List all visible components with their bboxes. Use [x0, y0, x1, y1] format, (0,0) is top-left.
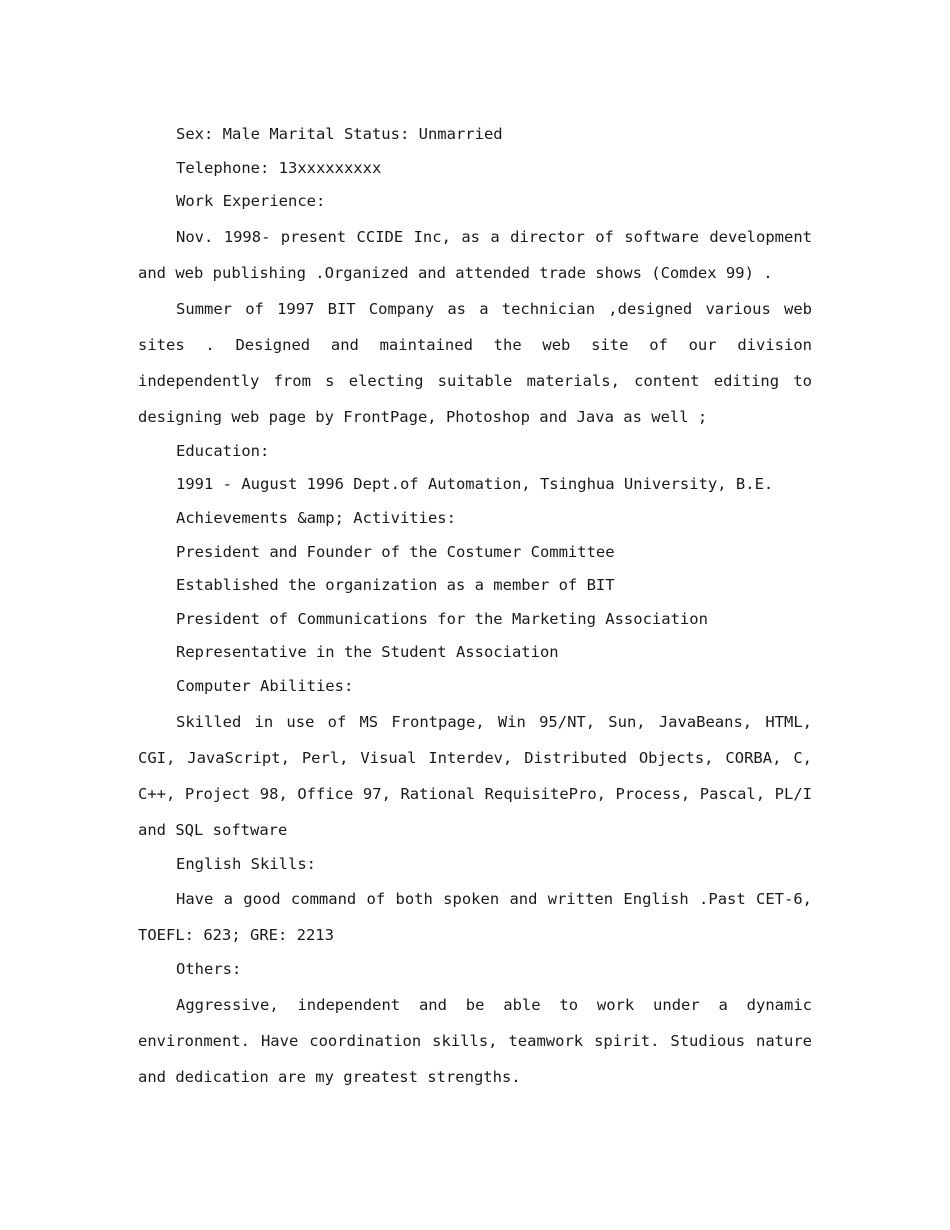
work-experience-heading: Work Experience:	[176, 192, 326, 211]
achievement-item: President of Communications for the Marketing Association	[176, 609, 708, 628]
education-heading: Education:	[176, 441, 270, 460]
resume-body	[138, 118, 812, 1095]
computer-abilities-heading: Computer Abilities:	[176, 676, 354, 695]
sex-marital-line: Sex: Male Marital Status: Unmarried	[176, 125, 503, 143]
telephone-line: Telephone: 13xxxxxxxxx	[176, 158, 382, 177]
work-entry-bit: Summer of 1997 BIT Company as a technician ,designed various web sites . Designed and maintained the web site of our division independently from s electing suitable materials, content editing to designing web page by FrontPage, Photoshop and Java as well ;	[138, 299, 812, 426]
computer-abilities-text: Skilled in use of MS Frontpage, Win 95/NT, Sun, JavaBeans, HTML, CGI, JavaScript, Perl, Visual Interdev, Distributed Objects, CORBA, C, C++, Project 98, Office 97, Rational RequisitePro, Process, Pascal, PL/I and SQL software	[138, 712, 812, 839]
achievement-item: President and Founder of the Costumer Committee	[176, 542, 615, 561]
english-skills-heading: English Skills:	[176, 854, 316, 873]
achievements-heading: Achievements &amp; Activities:	[176, 508, 456, 527]
achievement-item: Representative in the Student Association	[176, 643, 559, 662]
achievement-item: Established the organization as a member of BIT	[176, 576, 615, 595]
others-heading: Others:	[176, 960, 242, 979]
work-entry-ccide: Nov. 1998- present CCIDE Inc, as a director of software development and web publishing .Organized and attended trade shows (Comdex 99) .	[138, 227, 812, 282]
others-text: Aggressive, independent and be able to work under a dynamic environment. Have coordination skills, teamwork spirit. Studious nature and dedication are my greatest strengths.	[138, 995, 812, 1086]
education-entry: 1991 - August 1996 Dept.of Automation, Tsinghua University, B.E.	[176, 475, 774, 494]
english-skills-text: Have a good command of both spoken and written English .Past CET-6, TOEFL: 623; GRE: 2213	[138, 890, 812, 945]
